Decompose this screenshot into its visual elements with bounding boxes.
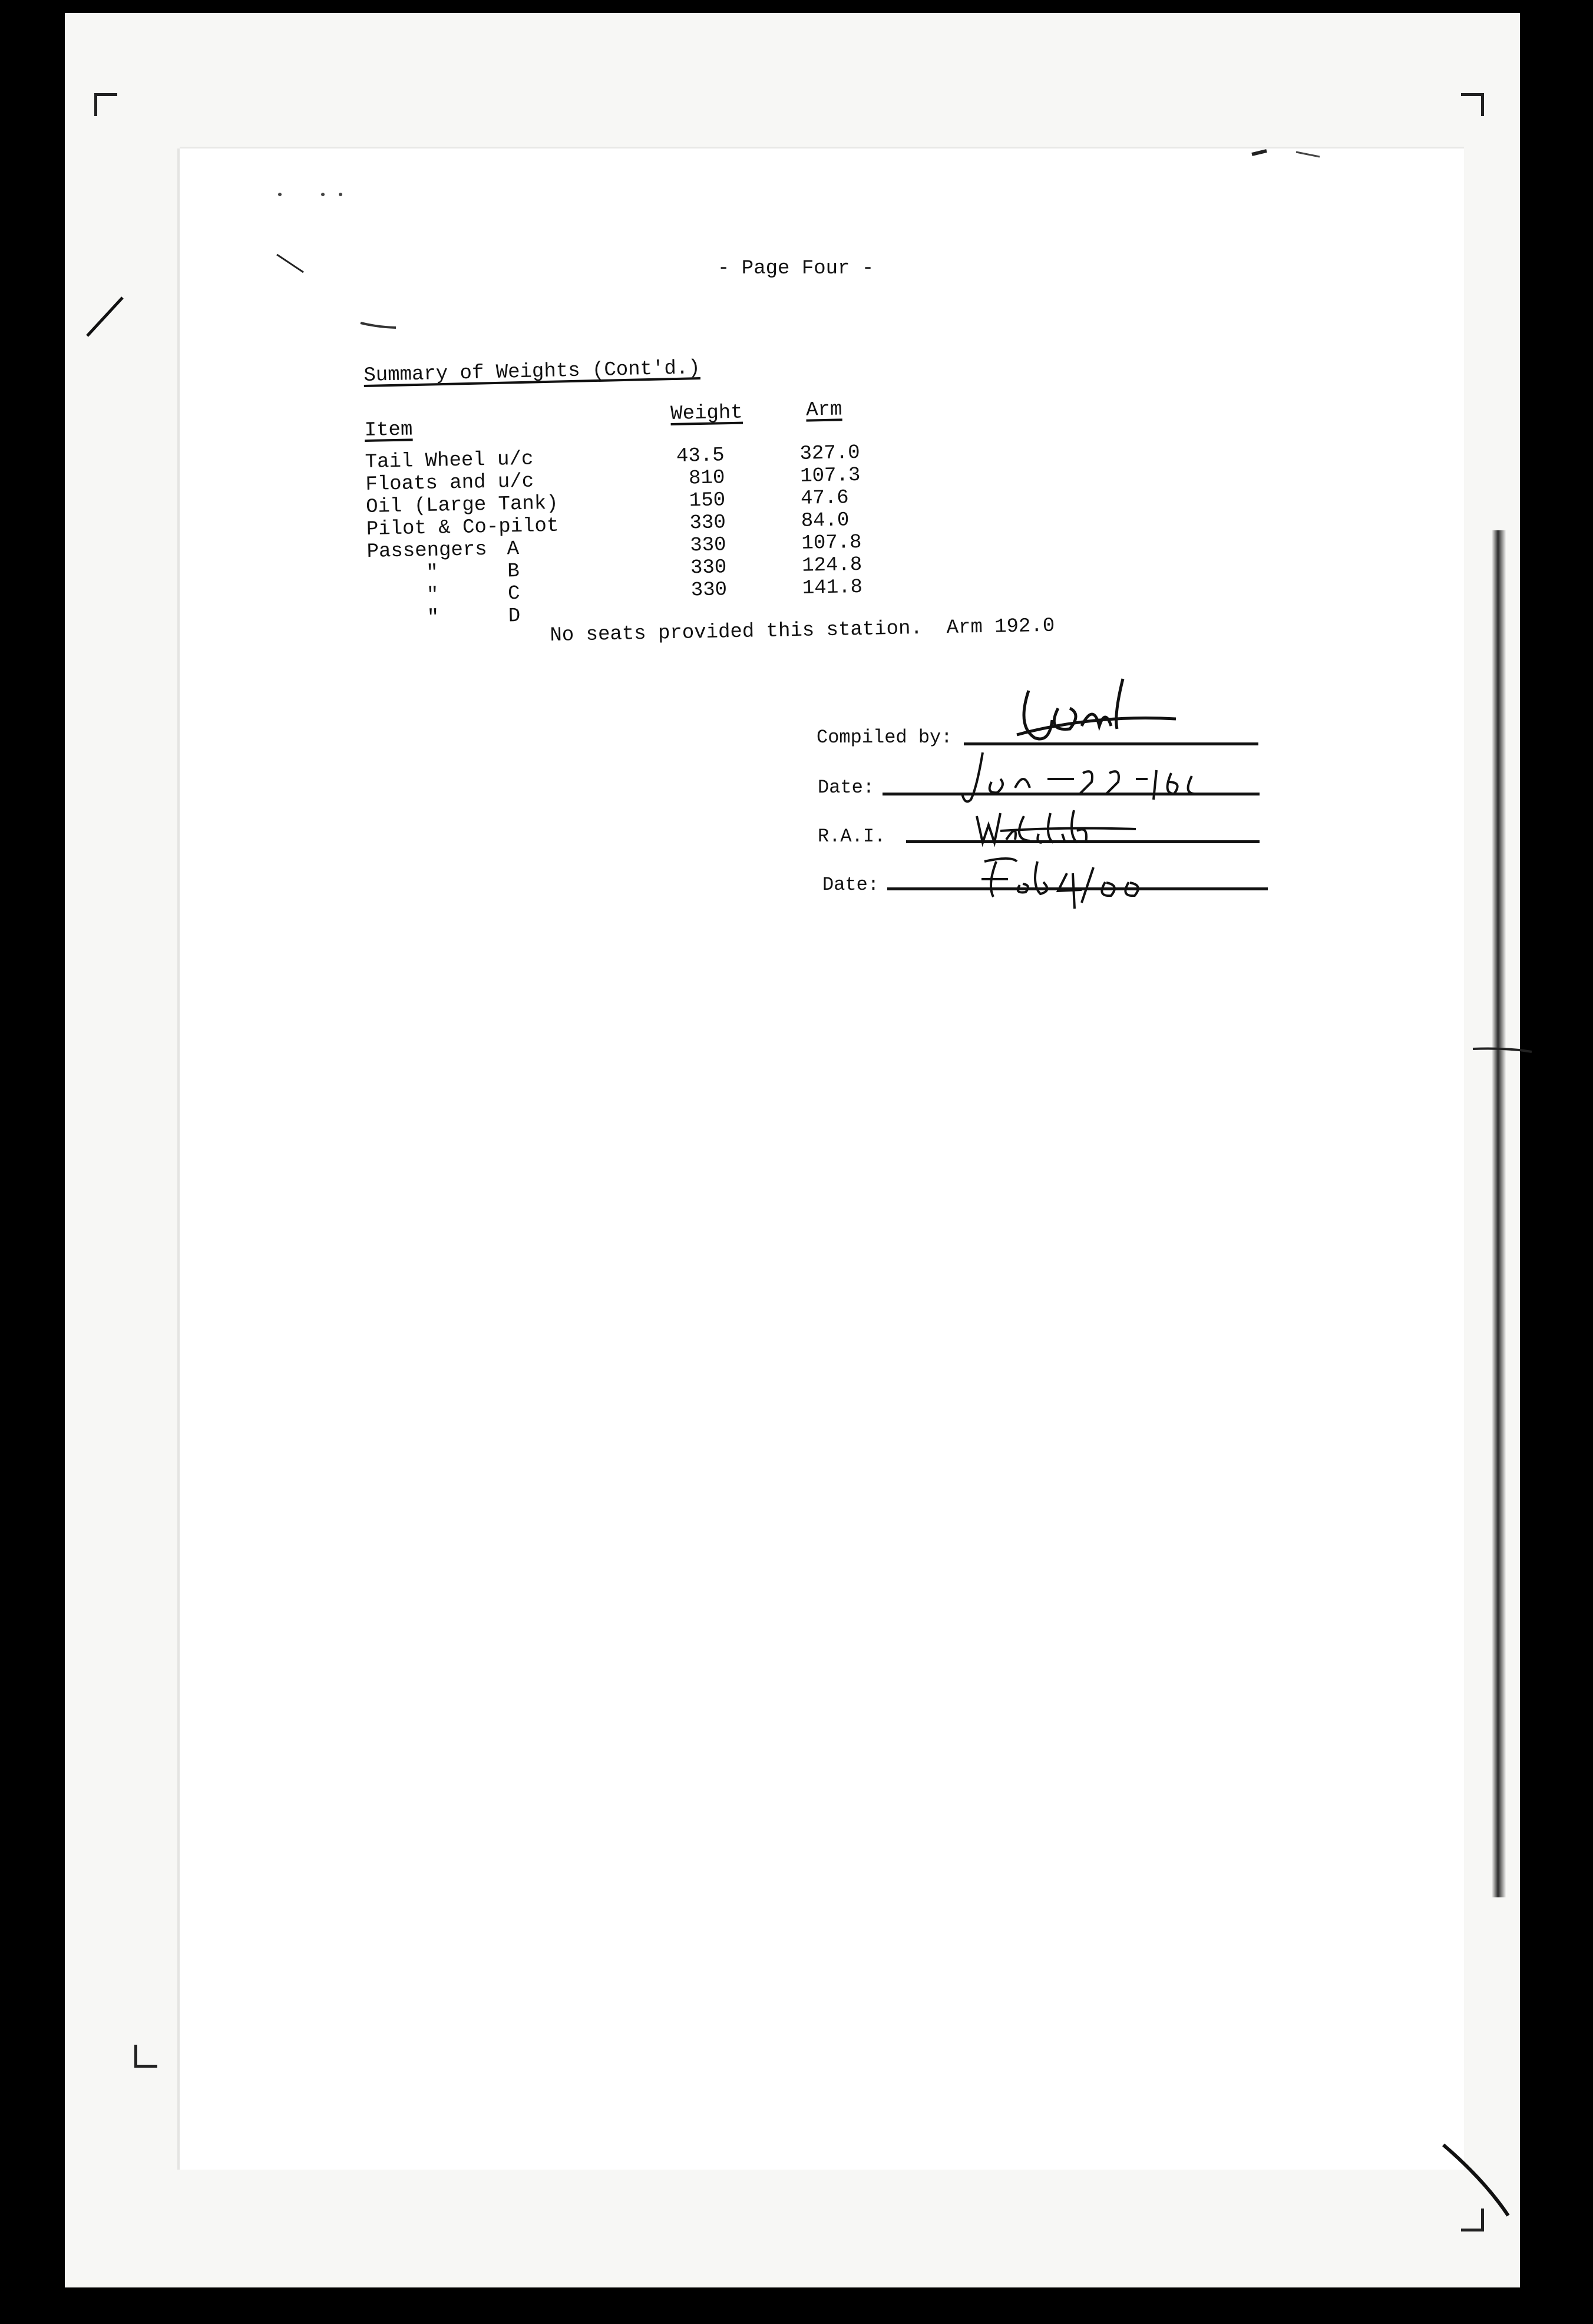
cell-weight: 330 [690, 556, 727, 580]
cell-arm: 141.8 [802, 576, 863, 600]
page-label: - Page Four - [718, 258, 874, 280]
cell-arm: 84.0 [801, 509, 850, 533]
cell-item: " [426, 584, 439, 608]
cell-item: Passengers [366, 539, 488, 563]
cell-item: Pilot & Co-pilot [366, 514, 559, 541]
rai-label: R.A.I. [818, 826, 886, 847]
cell-arm: 107.3 [799, 464, 861, 488]
cell-weight: 810 [688, 467, 725, 490]
date1-label: Date: [818, 777, 875, 798]
section-title: Summary of Weights (Cont'd.) [363, 357, 701, 387]
date2-handwriting [970, 850, 1158, 915]
cell-arm: 107.8 [801, 531, 862, 555]
cell-weight: 330 [689, 511, 726, 535]
cell-item: Oil (Large Tank) [365, 492, 558, 519]
column-header-arm: Arm [805, 398, 842, 422]
rai-signature [965, 798, 1154, 851]
cell-arm: 124.8 [801, 553, 862, 577]
cell-arm: 327.0 [799, 441, 860, 466]
cell-weight: 43.5 [676, 444, 725, 468]
cell-item: Tail Wheel u/c [365, 448, 534, 474]
date2-label: Date: [822, 874, 880, 896]
cell-station: C [507, 582, 520, 606]
cell-weight: 150 [689, 489, 726, 513]
column-header-item: Item [364, 418, 413, 442]
compiled-by-signature [993, 673, 1182, 755]
compiled-by-label: Compiled by: [817, 727, 953, 748]
column-header-weight: Weight [670, 401, 743, 426]
cell-weight: 330 [690, 579, 728, 602]
cell-station: A [507, 537, 520, 561]
station-d-note: No seats provided this station. Arm 192.0 [550, 615, 1055, 648]
cell-weight: 330 [689, 534, 726, 557]
cell-item: Floats and u/c [365, 470, 534, 496]
cell-arm: 47.6 [800, 487, 850, 510]
cell-item: " [427, 606, 439, 630]
cell-item: " [426, 562, 439, 585]
cell-station: B [507, 560, 520, 583]
cell-station: D [508, 605, 521, 628]
